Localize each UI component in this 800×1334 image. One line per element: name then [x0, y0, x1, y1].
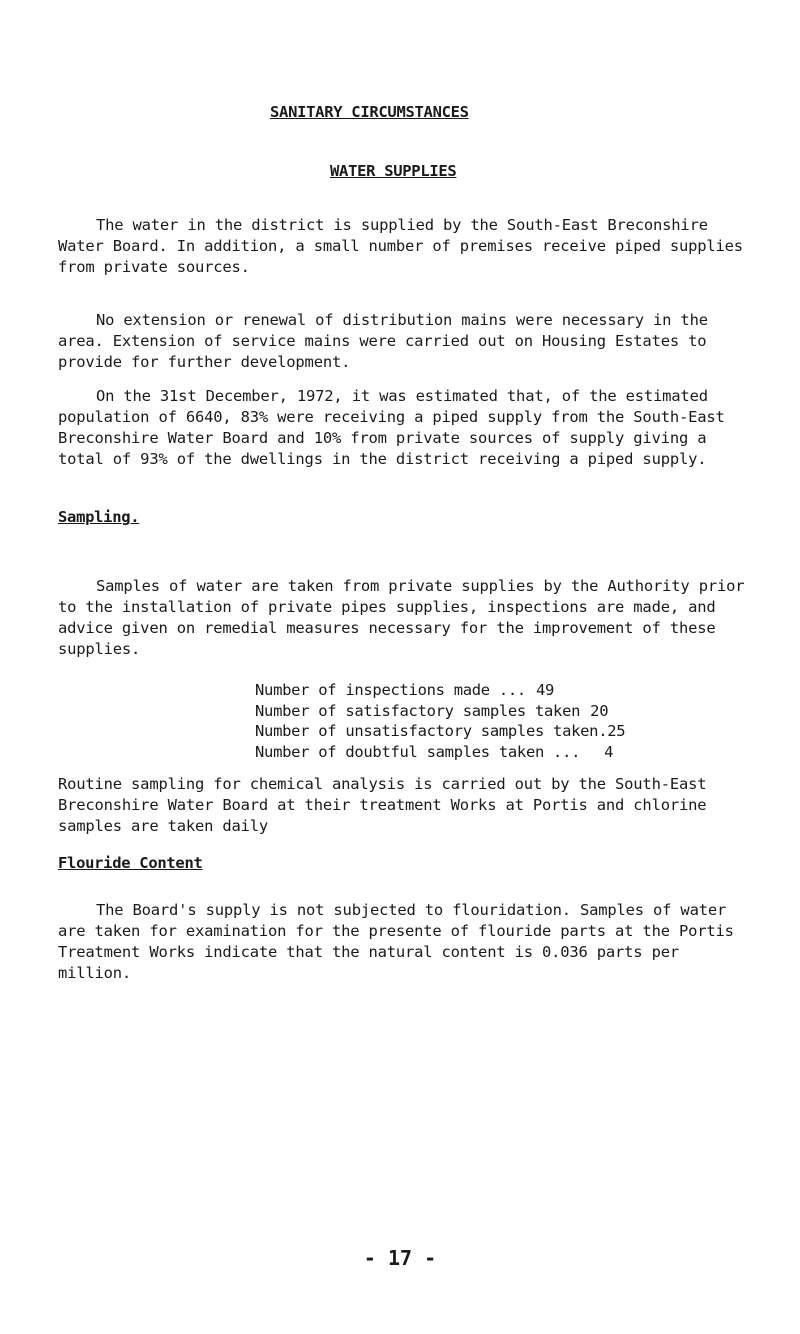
extension-paragraph: No extension or renewal of distribution mains were necessary in the area. Extension of service mains were carried out on Housing Estates to provide for further development. — [58, 311, 708, 371]
stat-label: Number of doubtful samples taken ... — [255, 742, 581, 761]
fluoride-paragraph: The Board's supply is not subjected to flouridation. Samples of water are taken for examination for the presente of flouride parts at the Portis Treatment Works indicate that the natural content is 0.036 parts per million. — [58, 901, 734, 982]
stat-value: 4 — [604, 742, 614, 761]
stat-row-inspections — [255, 680, 675, 701]
stat-label: Number of unsatisfactory samples taken. — [255, 722, 608, 740]
inspection-stats — [255, 680, 675, 762]
stat-label: Number of inspections made ... — [255, 681, 526, 699]
sampling-heading: Sampling. — [58, 508, 140, 526]
stat-value: 49 — [535, 681, 555, 699]
page-number: - 17 - — [363, 1246, 437, 1270]
fluoride-heading: Flouride Content — [58, 854, 203, 872]
water-supplies-heading: WATER SUPPLIES — [330, 162, 457, 180]
stat-row-doubtful — [255, 742, 675, 763]
main-heading: SANITARY CIRCUMSTANCES — [270, 103, 469, 121]
stat-value: 25 — [607, 722, 626, 740]
stat-label: Number of satisfactory samples taken — [255, 701, 581, 720]
population-paragraph: On the 31st December, 1972, it was estimated that, of the estimated population of 6640, 83% were receiving a piped supply from the South-East Breconshire Water Board and 10% from private sources of supply giving a total of 93% of the dwellings in the district receiving a piped supply. — [58, 387, 725, 468]
intro-paragraph: The water in the district is supplied by the South-East Breconshire Water Board. In addition, a small number of premises receive piped supplies from private sources. — [58, 216, 743, 276]
stat-value: 20 — [590, 701, 609, 720]
routine-sampling-paragraph: Routine sampling for chemical analysis is carried out by the South-East Breconshire Water Board at their treatment Works at Portis and chlorine samples are taken daily — [58, 775, 707, 835]
stat-row-satisfactory — [255, 701, 675, 722]
sampling-paragraph: Samples of water are taken from private supplies by the Authority prior to the installation of private pipes supplies, inspections are made, and advice given on remedial measures necessary for the improvement of these supplies. — [58, 577, 745, 658]
stat-row-unsatisfactory — [255, 721, 675, 742]
